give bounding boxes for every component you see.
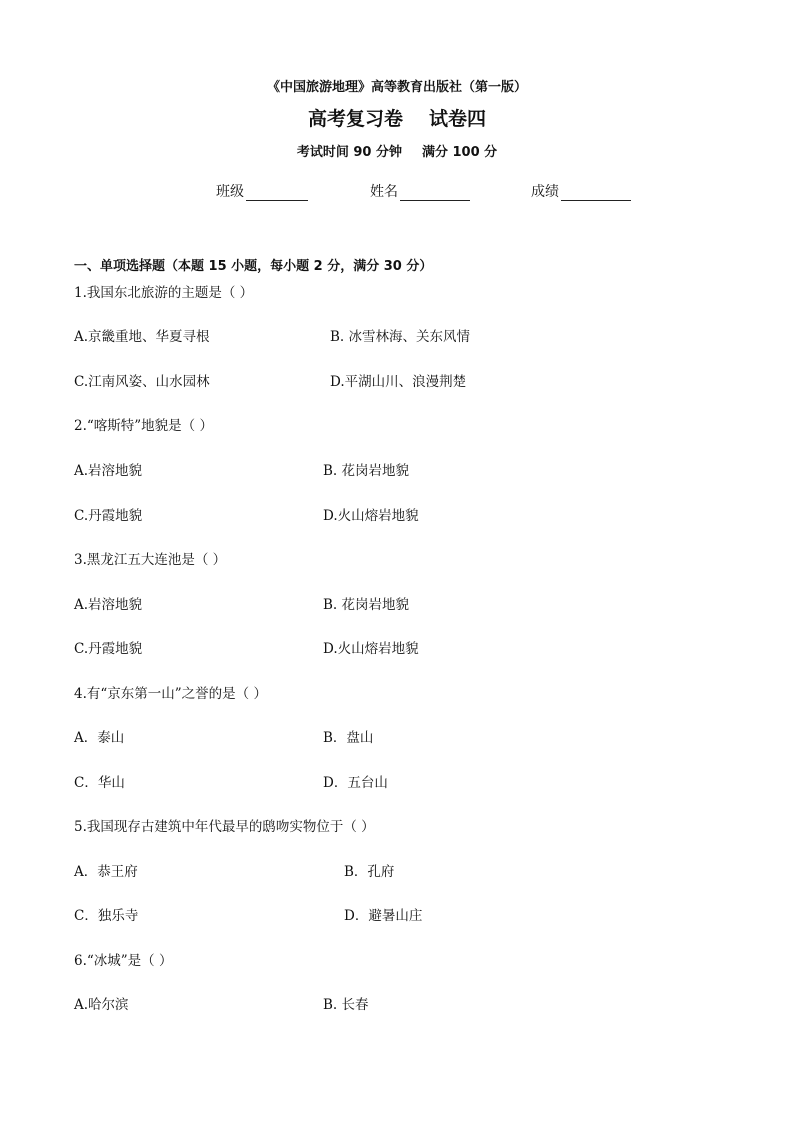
question-3-option-b: B. 花岗岩地貌 [323,597,410,613]
exam-title [0,104,794,131]
question-6-option-b: B. 长春 [323,997,369,1013]
section-heading: 一、单项选择题（本题 15 小题，每小题 2 分，满分 30 分） [74,259,433,274]
class-field[interactable] [216,181,308,201]
question-4-stem: 4.有“京东第一山”之誉的是（ ） [74,686,267,702]
name-blank-line[interactable] [400,184,470,201]
question-1-stem: 1.我国东北旅游的主题是（ ） [74,285,254,301]
exam-title-suffix: 试卷四 [429,108,487,130]
question-3-option-c: C.丹霞地貌 [74,641,143,657]
question-2-option-b: B. 花岗岩地貌 [323,463,410,479]
question-2-option-d: D.火山熔岩地貌 [323,508,419,524]
question-5-option-a: A．恭王府 [74,864,138,880]
class-label: 班级 [216,184,244,200]
question-2-option-c: C.丹霞地貌 [74,508,143,524]
name-label: 姓名 [370,184,398,200]
score-blank-line[interactable] [561,184,631,201]
name-field[interactable] [370,181,470,201]
question-1-option-d: D.平湖山川、浪漫荆楚 [330,374,467,390]
exam-meta [0,141,794,160]
question-1-option-b: B. 冰雪林海、关东风情 [330,329,471,345]
exam-time: 考试时间 90 分钟 [296,145,402,160]
class-blank-line[interactable] [246,184,308,201]
textbook-subtitle: 《中国旅游地理》高等教育出版社（第一版） [266,80,527,95]
question-6-option-a: A.哈尔滨 [74,997,129,1013]
question-5-option-d: D．避暑山庄 [344,908,423,924]
question-2-option-a: A.岩溶地貌 [74,463,143,479]
question-1-option-a: A.京畿重地、华夏寻根 [74,329,210,345]
question-4-option-a: A．泰山 [74,730,125,746]
score-field[interactable] [531,181,631,201]
question-4-option-b: B．盘山 [323,730,374,746]
question-2-stem: 2.“喀斯特”地貌是（ ） [74,418,213,434]
question-4-option-c: C．华山 [74,775,125,791]
question-5-option-c: C．独乐寺 [74,908,139,924]
exam-score: 满分 100 分 [421,145,498,160]
question-1-option-c: C.江南风姿、山水园林 [74,374,210,390]
question-3-stem: 3.黑龙江五大连池是（ ） [74,552,227,568]
question-4-option-d: D．五台山 [323,775,388,791]
question-5-stem: 5.我国现存古建筑中年代最早的鸱吻实物位于（ ） [74,819,375,835]
question-5-option-b: B．孔府 [344,864,395,880]
question-3-option-a: A.岩溶地貌 [74,597,143,613]
exam-title-main: 高考复习卷 [307,108,403,130]
question-6-stem: 6.“冰城”是（ ） [74,953,173,969]
question-3-option-d: D.火山熔岩地貌 [323,641,419,657]
score-label: 成绩 [531,184,559,200]
